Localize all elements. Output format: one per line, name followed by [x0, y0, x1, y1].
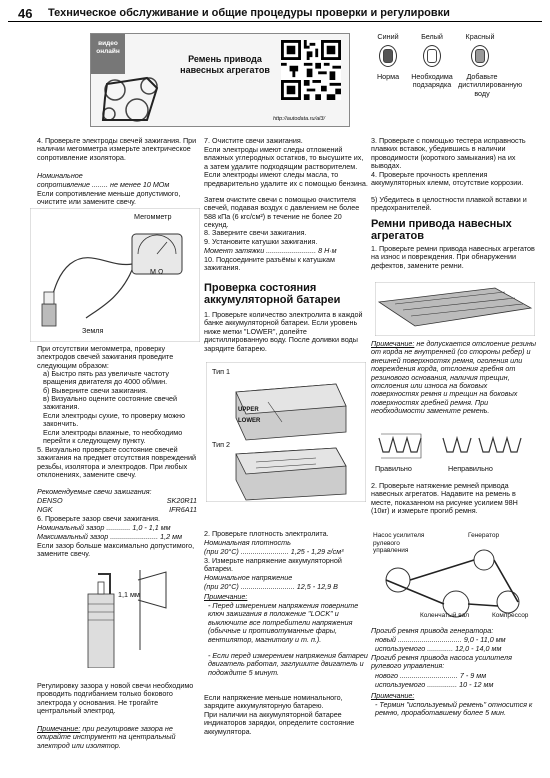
- col3-sag-gen-label: Прогиб ремня привода генератора:: [371, 626, 494, 635]
- banner-title: Ремень привода навесных агрегатов: [180, 54, 270, 75]
- fig-correct-label: Правильно: [375, 464, 412, 473]
- col3-sag-gen-new: новый ................................ 9,0 - 11,0 мм: [375, 635, 506, 644]
- col3-note2-label: Примечание:: [371, 691, 415, 700]
- indicator-label-white: Белый: [421, 32, 443, 41]
- fig-ground-label: Земля: [82, 326, 104, 335]
- col3-note-text: не допускается отслоение резины от корда не внутренней (со стороны ребер) и внешней поверхностях ремня, оголения или повреждения корда, отслоения гребня от резинового основания, наличия трещин, отслоения или износа на боковых поверхностях ремня и трещин на боковых поверхностях гребней ремня. При необходимости замените ремень.: [371, 339, 537, 416]
- col1-para-2: Если сопротивление меньше допустимого, очистите или замените свечу.: [37, 189, 181, 207]
- col1-rec-label: Рекомендуемые свечи зажигания:: [37, 487, 152, 496]
- col3-para-5: 5) Убедитесь в целостности плавкой вставки и предохранителей.: [371, 195, 527, 213]
- col3-sag-pump-new: нового ............................. 7 - 9 мм: [375, 671, 487, 680]
- col2-note-1: - Перед измерением напряжения поверните ключ зажигания в положение "LOCK" и выключите все потребители напряжения (обычные и противотуманные фары, вентилятор, магнитолу и т. п.).: [208, 601, 359, 644]
- video-banner[interactable]: [90, 33, 350, 127]
- video-badge: видео онлайн: [91, 34, 125, 74]
- belts-section-heading: Ремни привода навесных агрегатов: [371, 218, 512, 242]
- spark-gap-figure: [80, 560, 180, 668]
- col2-battery-4: Если напряжение меньше номинального, зарядите аккумуляторную батарею.: [204, 693, 343, 711]
- col3-belts-2: 2. Проверьте натяжение ремней привода навесных агрегатов. Надавите на ремень в месте, показанном на рисунке усилием 98Н (10кг) и измерьте прогиб ремня.: [371, 481, 518, 516]
- indicator-caption-charge: Необходима подзарядка: [411, 72, 453, 90]
- col3-sag-pump-label: Прогиб ремня привода насоса усилителя рулевого управления:: [371, 653, 512, 671]
- col1-gap-max: Максимальный зазор ........................ 1,2 мм: [37, 532, 183, 541]
- fig-type2-label: Тип 2: [212, 440, 230, 449]
- col1-para-3b: б) Выверните свечи зажигания.: [43, 386, 148, 395]
- qr-code-icon[interactable]: [281, 40, 341, 100]
- rec1-value: SK20R11: [166, 496, 197, 505]
- fig-pump-label: Насос усилителя рулевого управления: [373, 532, 425, 554]
- rec2-name: NGK: [37, 505, 53, 514]
- col3-sag-pump-used: используемого ............... 10 - 12 мм: [375, 680, 494, 689]
- col2-para-10: 10. Подсоедините разъёмы к катушкам зажигания.: [204, 255, 335, 273]
- fig-gap-label: 1,1 мм: [118, 590, 140, 599]
- col3-note2-text: - Термин "используемый ремень" относится к ремню, проработавшему более 5 мин.: [375, 700, 533, 718]
- col1-nominal-label: Номинальное: [37, 171, 83, 180]
- page-title: Техническое обслуживание и общие процедуры проверки и регулировки: [48, 7, 450, 19]
- col3-para-4: 4. Проверьте прочность крепления аккумуляторных клемм, отсутствие коррозии.: [371, 170, 524, 188]
- fig-compressor-label: Компрессор: [492, 612, 529, 619]
- col2-battery-3: 3. Измерьте напряжение аккумуляторной батареи.: [204, 556, 342, 574]
- col1-para-7: Если зазор больше максимально допустимого, замените свечу.: [37, 541, 195, 559]
- fig-upper-label: UPPER: [238, 407, 259, 413]
- col2-density-label: Номинальная плотность: [204, 538, 291, 547]
- col2-para-7b: Если электроды имеют следы отложений влажных углеродных остатков, то высушите их, а затем удалите подходящим растворителем. Если электроды имеют следы масла, то предварительно удалите их с помощью бензина.: [204, 145, 368, 188]
- col2-note-label: Примечание:: [204, 592, 248, 601]
- col1-para-3d: Если электроды сухие, то проверку можно закончить.: [43, 411, 185, 429]
- indicator-blue-icon: [379, 45, 397, 67]
- indicator-label-red: Красный: [465, 32, 495, 41]
- col1-para-3e: Если электроды влажные, то необходимо перейти к следующему пункту.: [43, 428, 183, 446]
- col3-para-3: 3. Проверьте с помощью тестера исправность плавких вставок, убедившись в наличии проводимости (короткого замыкания) на их выводах.: [371, 136, 526, 171]
- fig-generator-label: Генератор: [468, 532, 500, 539]
- col2-para-7: 7. Очистите свечи зажигания.: [204, 136, 303, 145]
- battery-section-heading: Проверка состояния аккумуляторной батареи: [204, 282, 341, 306]
- col3-note: [371, 340, 537, 416]
- col1-para-6: 6. Проверьте зазор свечи зажигания.: [37, 514, 160, 523]
- fig-mohm-label: М Ω: [150, 267, 164, 276]
- fig-lower-label: LOWER: [238, 418, 261, 424]
- col2-torque: Момент затяжки ......................... 8 Н·м: [204, 246, 337, 255]
- col2-density-value: (при 20°C) ........................ 1,25 - 1,29 г/см³: [204, 547, 344, 556]
- col1-para-5: 5. Визуально проверьте состояние свечей зажигания на предмет отсутствия повреждений резьбы, изолятора и электродов. При любых отклонениях, замените свечу.: [37, 445, 197, 480]
- fig-incorrect-label: Неправильно: [448, 464, 493, 473]
- indicator-caption-water: Добавьте дистиллированную воду: [458, 72, 523, 98]
- col3-sag-gen-used: используемого ............. 12,0 - 14,0 мм: [375, 644, 502, 653]
- col1-gap-nominal: Номинальный зазор ............ 1,0 - 1,1 мм: [37, 523, 171, 532]
- col1-para-3a: а) Быстро пять раз увеличьте частоту вращения двигателя до 4000 об/мин.: [43, 369, 169, 387]
- rec2-value: IFR6A11: [169, 505, 197, 514]
- col2-para-9: 9. Установите катушки зажигания.: [204, 237, 318, 246]
- col1-para-3c: в) Визуально оцените состояние свечей зажигания.: [43, 394, 178, 412]
- indicator-caption-normal: Норма: [376, 72, 400, 81]
- col1-para-8: Регулировку зазора у новой свечи необходимо проводить подгибанием только бокового электрода у основания. Не трогайте центральный электрод.: [37, 681, 194, 716]
- col1-para-3: При отсутствии мегомметра, проверку электродов свечей зажигания проведите следующим образом:: [37, 344, 174, 370]
- fig-crankshaft-label: Коленчатый вал: [420, 612, 469, 619]
- col1-note-label: Примечание:: [37, 724, 81, 733]
- megohmmeter-figure: [30, 208, 200, 342]
- col2-battery-5: При наличии на аккумуляторной батарее индикаторов зарядки, определите состояние аккумулятора.: [204, 710, 355, 736]
- col2-battery-1: 1. Проверьте количество электролита в каждой банке аккумуляторной батареи. Если уровень ниже метки "LOWER", долейте дистиллированную воду. После доливки воды зарядите батарею.: [204, 310, 363, 353]
- col3-belts-1: 1. Проверьте ремни привода навесных агрегатов на износ и повреждения. При обнаружении дефектов, замените ремни.: [371, 244, 535, 270]
- col2-voltage-label: Номинальное напряжение: [204, 573, 293, 582]
- indicator-white-icon: [423, 45, 441, 67]
- col1-note-text: при регулировке зазора не опирайте инструмент на центральный электрод или изолятор.: [37, 724, 176, 750]
- col1-nominal-value: сопротивление ........ не менее 10 МОм: [37, 180, 170, 189]
- belt-diagram-icon: [97, 74, 171, 124]
- battery-indicator-figure: [368, 33, 542, 129]
- page-number: 46: [18, 6, 33, 21]
- belt-inspection-figure: [375, 282, 535, 336]
- page-header: [8, 6, 542, 22]
- col2-battery-2: 2. Проверьте плотность электролита.: [204, 529, 329, 538]
- col2-para-8: 8. Заверните свечи зажигания.: [204, 228, 307, 237]
- fig-megohm-label: Мегомметр: [134, 212, 172, 221]
- col2-para-7c: Затем очистите свечи с помощью очистителя свечей, подавая воздух с давлением не более 588 кПа (6 кгс/см²) в течение не более 20 секунд.: [204, 195, 360, 230]
- banner-url[interactable]: http://autodata.ru/al3/: [273, 116, 325, 122]
- fig-type1-label: Тип 1: [212, 367, 230, 376]
- indicator-label-blue: Синий: [377, 32, 399, 41]
- col1-para-1: 4. Проверьте электроды свечей зажигания. При наличии мегомметра измерьте электрическое сопротивление изолятора.: [37, 136, 197, 162]
- indicator-red-icon: [471, 45, 489, 67]
- col2-voltage-value: (при 20°C) ........................... 12,5 - 12,9 В: [204, 582, 338, 591]
- battery-level-figure: [206, 362, 366, 502]
- col3-note-label: Примечание:: [371, 339, 415, 348]
- col2-note-2: - Если перед измерением напряжения батареи двигатель работал, заглушите двигатель и подождите 5 минут.: [208, 651, 368, 677]
- rec1-name: DENSO: [37, 496, 63, 505]
- col1-note: [37, 725, 197, 750]
